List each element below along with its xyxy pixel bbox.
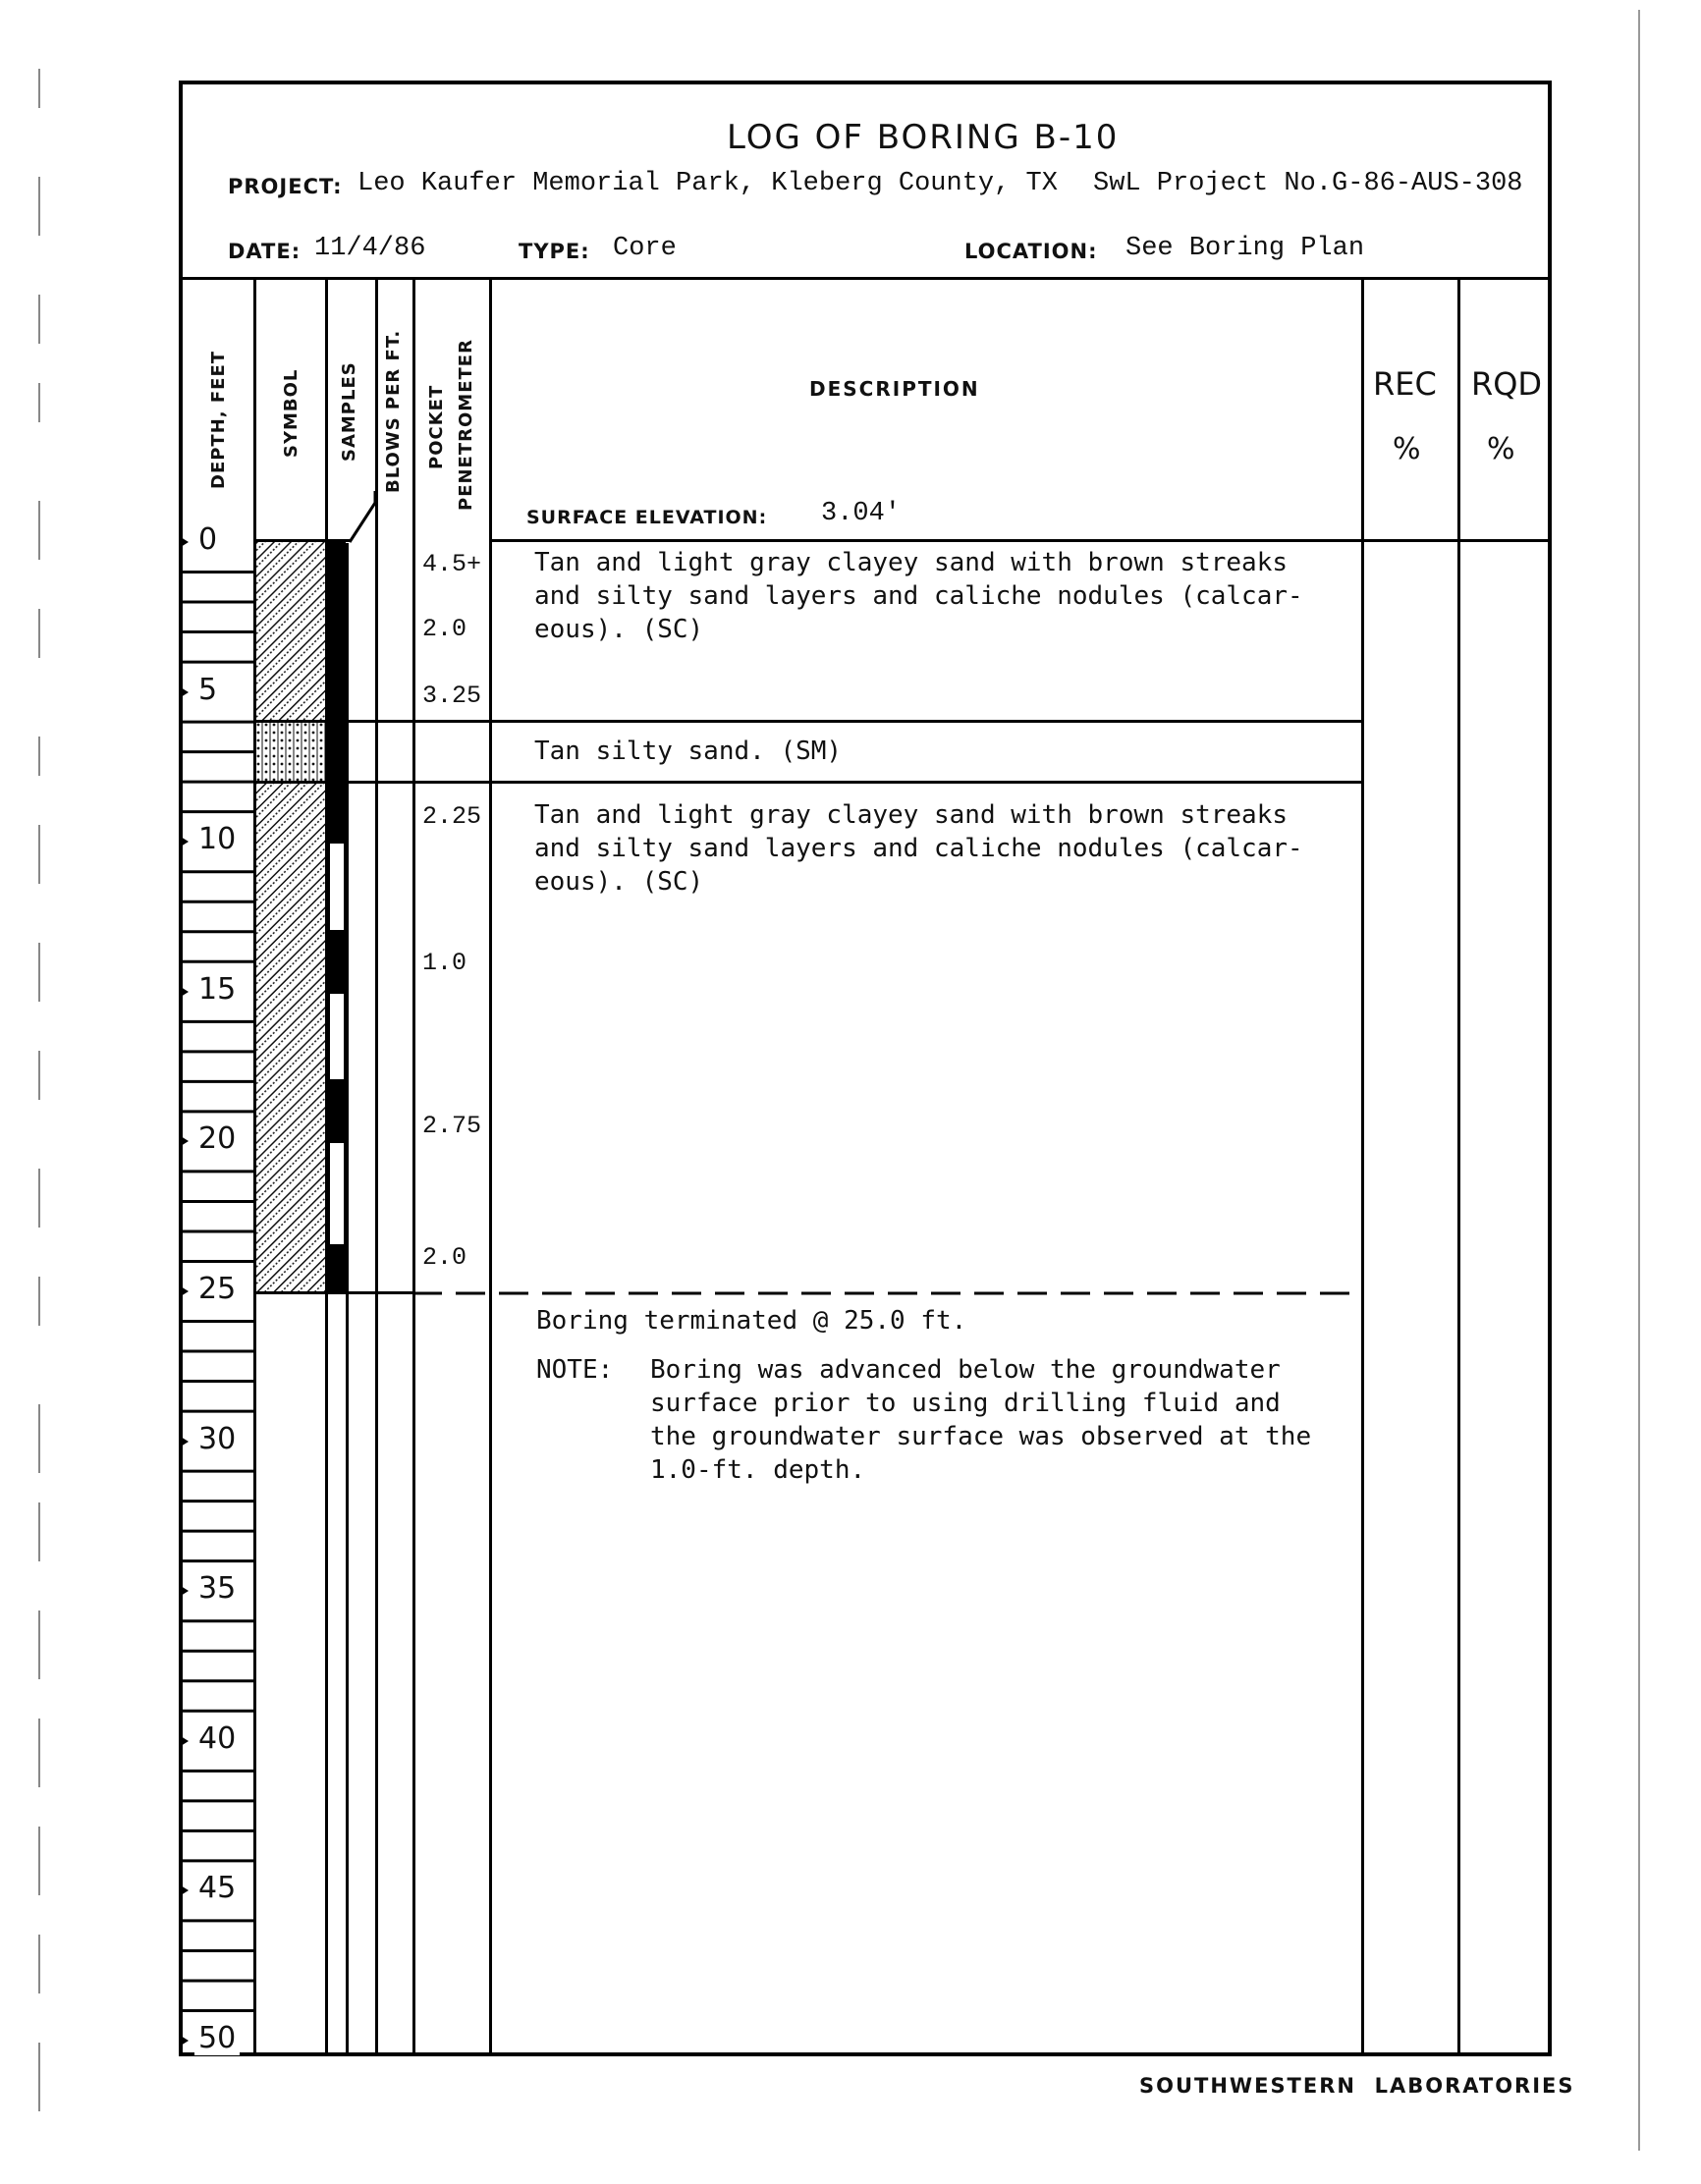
col-header-rqd-unit: %	[1487, 432, 1515, 466]
project-value: Leo Kaufer Memorial Park, Kleberg County, TX	[357, 169, 1058, 198]
project-label: PROJECT:	[228, 175, 343, 198]
termination-line-left	[255, 1291, 412, 1294]
depth-label: 10	[194, 822, 240, 856]
col-header-description: DESCRIPTION	[809, 377, 980, 401]
project-number: SwL Project No.G-86-AUS-308	[1093, 169, 1523, 198]
col-header-penetrometer: PENETROMETER	[456, 339, 476, 511]
depth-arrow-mark	[181, 1437, 189, 1447]
sample-interval-open	[328, 1141, 346, 1246]
termination-text: Boring terminated @ 25.0 ft.	[536, 1306, 967, 1336]
depth-arrow-mark	[181, 987, 189, 997]
depth-arrow-mark	[181, 687, 189, 697]
soil-symbol-column	[256, 542, 325, 1298]
col-header-rec: REC	[1373, 365, 1437, 403]
depth-arrow-mark	[181, 2036, 189, 2046]
samples-column	[328, 542, 348, 1296]
date-value: 11/4/86	[314, 234, 426, 263]
symbol-silty-sand	[256, 723, 325, 782]
sample-interval-solid	[328, 542, 346, 842]
depth-label: 25	[194, 1272, 240, 1306]
pen-value-7: 2.0	[422, 1243, 467, 1272]
depth-label: 45	[194, 1871, 240, 1905]
layer-description-1: Tan and light gray clayey sand with brown streaks and silty sand layers and caliche nodules (calcar- eous). (SC)	[534, 548, 1303, 644]
pen-value-5: 1.0	[422, 949, 467, 977]
scan-margin-marks	[29, 59, 69, 2121]
layer-boundary-2	[255, 781, 1361, 784]
surface-elevation-label: SURFACE ELEVATION:	[526, 507, 768, 528]
termination-dashed-line	[412, 1290, 1361, 1296]
col-line-rec	[1361, 279, 1364, 2054]
col-line-rqd	[1457, 279, 1460, 2054]
layer-boundary-1	[255, 720, 1361, 723]
col-line-samples	[325, 279, 328, 544]
pen-value-6: 2.75	[422, 1112, 482, 1140]
sample-interval-solid	[328, 1246, 346, 1291]
col-line-desc	[489, 279, 492, 2054]
col-line-pen	[412, 279, 415, 2054]
location-label: LOCATION:	[964, 240, 1098, 263]
depth-arrow-mark	[181, 1286, 189, 1296]
col-header-blows: BLOWS PER FT.	[383, 329, 404, 493]
depth-label: 15	[194, 972, 240, 1007]
note-text: Boring was advanced below the groundwater surface prior to using drilling fluid and the groundwater surface was observed at the 1.0-ft. depth.	[650, 1355, 1312, 1485]
company-footer: SOUTHWESTERN LABORATORIES	[1139, 2074, 1575, 2098]
col-header-depth: DEPTH, FEET	[208, 350, 229, 489]
col-header-rqd: RQD	[1471, 365, 1543, 403]
depth-label: 30	[194, 1422, 240, 1456]
col-header-symbol: SYMBOL	[281, 368, 302, 458]
layer-description-3: Tan and light gray clayey sand with brown streaks and silty sand layers and caliche nodules (calcar- eous). (SC)	[534, 800, 1303, 897]
depth-arrow-mark	[181, 1586, 189, 1596]
depth-label: 20	[194, 1121, 240, 1156]
depth-arrow-mark	[181, 1136, 189, 1146]
scan-edge-line	[1638, 10, 1640, 2151]
sample-interval-solid	[328, 932, 346, 992]
surface-elevation-value: 3.04'	[821, 499, 902, 528]
symbol-clayey-sand-2	[256, 782, 325, 1294]
location-value: See Boring Plan	[1125, 234, 1365, 263]
depth-arrow-mark	[181, 1885, 189, 1895]
type-label: TYPE:	[519, 240, 590, 263]
pen-value-2: 2.0	[422, 615, 467, 643]
type-value: Core	[613, 234, 677, 263]
col-header-pocket: POCKET	[426, 384, 447, 469]
depth-label: 50	[194, 2021, 240, 2055]
header-divider	[181, 277, 1550, 280]
note-label: NOTE:	[536, 1355, 614, 1385]
log-title: LOG OF BORING B-10	[727, 118, 1120, 157]
depth-label: 5	[194, 673, 221, 707]
symbol-clayey-sand-1	[256, 542, 325, 723]
samples-header-slant	[346, 491, 381, 546]
pen-value-4: 2.25	[422, 802, 482, 831]
depth-label: 35	[194, 1571, 240, 1606]
col-header-rec-unit: %	[1393, 432, 1421, 466]
depth-arrow-mark	[181, 837, 189, 846]
col-header-samples: SAMPLES	[339, 361, 359, 462]
layer-description-2: Tan silty sand. (SM)	[534, 737, 843, 766]
sample-interval-open	[328, 842, 346, 932]
pen-value-3: 3.25	[422, 682, 482, 710]
column-header-divider	[491, 539, 1550, 542]
sample-interval-open	[328, 992, 346, 1082]
depth-arrow-mark	[181, 1736, 189, 1746]
depth-label: 0	[194, 522, 221, 557]
date-label: DATE:	[228, 240, 302, 263]
depth-arrow-mark	[181, 537, 189, 547]
depth-label: 40	[194, 1721, 240, 1756]
sample-interval-solid	[328, 1081, 346, 1141]
pen-value-1: 4.5+	[422, 550, 482, 578]
